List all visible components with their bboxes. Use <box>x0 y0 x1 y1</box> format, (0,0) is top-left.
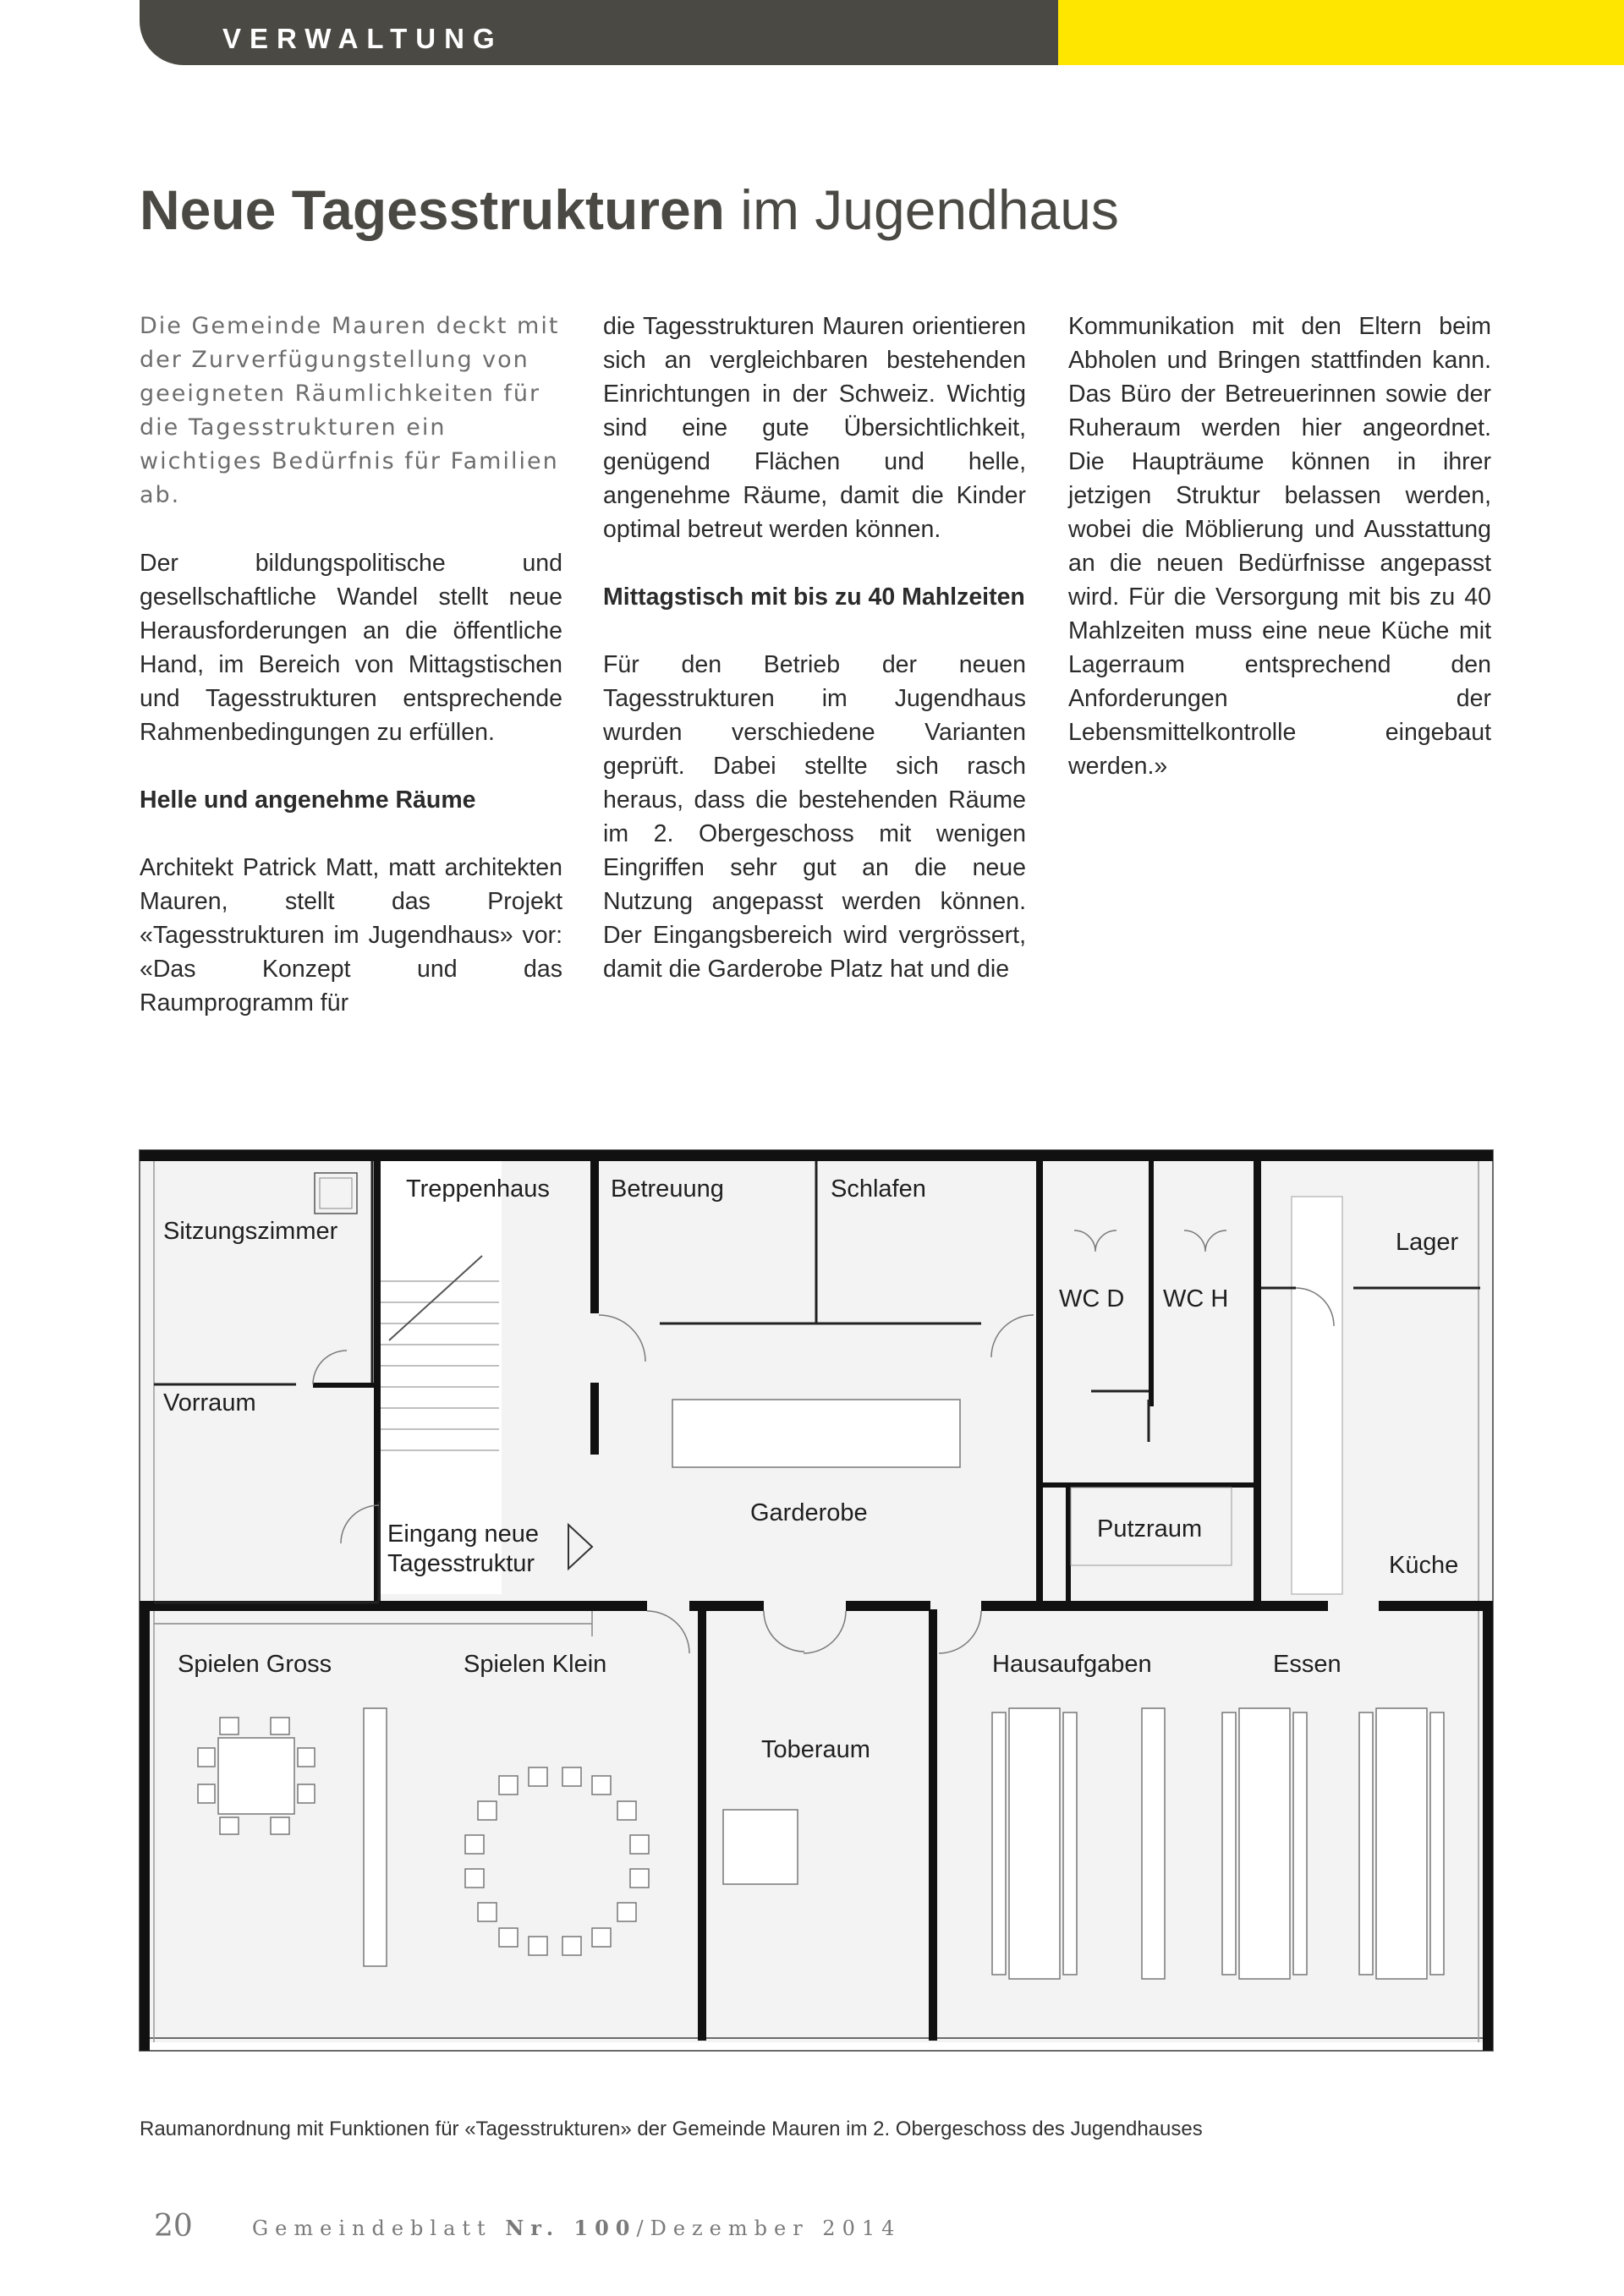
chair-row <box>1293 1712 1307 1975</box>
chair <box>198 1748 215 1767</box>
long-table <box>1239 1708 1290 1979</box>
issue-number: Nr. 100 <box>505 2216 637 2240</box>
chair <box>617 1801 636 1820</box>
publication-name: Gemeindeblatt <box>252 2217 506 2240</box>
wall-kitchen-left <box>1254 1161 1261 1601</box>
chair <box>478 1801 497 1820</box>
long-table <box>1009 1708 1060 1979</box>
room-label-spielen-klein: Spielen Klein <box>464 1651 607 1678</box>
chair-row <box>992 1712 1006 1975</box>
room-label-sitzungszimmer: Sitzungszimmer <box>163 1218 338 1245</box>
section-label: VERWALTUNG <box>222 23 503 54</box>
chair <box>592 1776 611 1795</box>
wall-mid-3 <box>846 1601 930 1611</box>
wall-wc-mid <box>1149 1161 1154 1406</box>
wall-vorraum-top <box>313 1383 381 1388</box>
wall-wc-left <box>1036 1161 1043 1601</box>
chair <box>298 1784 315 1803</box>
headline-bold: Neue Tagesstrukturen <box>140 178 725 241</box>
paragraph-1: Der bildungspolitische und gesellschaftliche Wandel stellt neue Herausforderungen an die öffentliche Hand, im Bereich von Mittagstischen und Tagesstrukturen entsprechende Rahmenbedingungen zu erfüllen. <box>140 550 562 746</box>
subheading-helle-raeume: Helle und angenehme Räume <box>140 786 476 814</box>
text-column-2 <box>603 310 1026 1020</box>
long-table <box>1376 1708 1427 1979</box>
paragraph-2-part-2: die Tagesstrukturen Mauren orientieren sich an vergleichbaren bestehenden Einrichtungen in der Schweiz. Wichtig sind eine gute Übersichtlichkeit, genügend Flächen und helle, angenehme Räume, damit die Kinder optimal betreut werden können. <box>603 313 1026 543</box>
kitchen-counter-area <box>1292 1197 1342 1594</box>
chair-row <box>1063 1712 1077 1975</box>
figure-caption: Raumanordnung mit Funktionen für «Tagesstrukturen» der Gemeinde Mauren im 2. Obergeschoss des Jugendhauses <box>140 2118 1203 2140</box>
chair <box>271 1817 289 1834</box>
chair <box>220 1718 239 1734</box>
wall-toberaum-right <box>929 1609 937 2041</box>
wall-mid-4 <box>981 1601 1328 1611</box>
chair <box>465 1835 484 1854</box>
chair <box>298 1748 315 1767</box>
wall-top <box>140 1150 1493 1161</box>
wall-right-lower <box>1483 1603 1493 2051</box>
chair <box>630 1869 649 1888</box>
chair-row <box>1222 1712 1236 1975</box>
wall-bottom-lower-left <box>140 1603 150 2051</box>
room-label-treppenhus: Treppenhaus <box>406 1175 550 1203</box>
floor-plan <box>135 1146 1497 2059</box>
wall-mid-5 <box>1379 1601 1493 1611</box>
text-column-1 <box>140 310 562 1054</box>
room-label-vorraum: Vorraum <box>163 1389 256 1417</box>
chair <box>562 1767 581 1786</box>
room-label-schlafen: Schlafen <box>831 1175 926 1203</box>
footer-publication <box>252 2216 901 2240</box>
room-label-putzraum: Putzraum <box>1097 1515 1203 1543</box>
room-label-spielen-gross: Spielen Gross <box>178 1651 332 1678</box>
room-label-toberaum: Toberaum <box>761 1736 870 1763</box>
page-number: 20 <box>154 2209 193 2244</box>
chair <box>617 1903 636 1921</box>
text-column-3 <box>1068 310 1491 817</box>
chair <box>271 1718 289 1734</box>
room-label-betreuung: Betreuung <box>611 1175 724 1203</box>
chair <box>198 1784 215 1803</box>
room-label-lager: Lager <box>1396 1229 1459 1256</box>
page-title <box>140 176 1119 244</box>
chair <box>529 1937 547 1955</box>
chair <box>499 1928 518 1947</box>
chair <box>529 1767 547 1786</box>
room-label-eingang-1: Eingang neue <box>387 1521 539 1548</box>
paragraph-3-part-1: Für den Betrieb der neuen Tagesstrukturen im Jugendhaus wurden verschiedene Varianten geprüft. Dabei stellte sich rasch heraus, dass die bestehenden Räume im 2. Obergeschoss mit wenigen Eingriffen sehr gut an die neue Nutzung angepasst werden können. Der Eingangsbereich wird vergrössert, damit die Garderobe Platz hat und die <box>603 651 1026 983</box>
wall-stair-right <box>590 1161 599 1313</box>
chair-row <box>1359 1712 1373 1975</box>
lead-paragraph: Die Gemeinde Mauren deckt mit der Zurverfügungstellung von geeigneten Räumlichkeiten für die Tagesstrukturen ein wichtiges Bedürfnis für Familien ab. <box>140 313 560 508</box>
chair <box>220 1817 239 1834</box>
chair <box>562 1937 581 1955</box>
paragraph-2-part-1: Architekt Patrick Matt, matt architekten Mauren, stellt das Projekt «Tagesstrukturen im Jugendhaus» vor: «Das Konzept und das Raumprogramm für <box>140 854 562 1016</box>
chair <box>465 1869 484 1888</box>
chair <box>630 1835 649 1854</box>
issue-date: /Dezember 2014 <box>636 2217 902 2240</box>
room-label-essen: Essen <box>1273 1651 1341 1678</box>
room-label-garderobe: Garderobe <box>750 1499 868 1526</box>
room-label-eingang-2: Tagesstruktur <box>387 1550 535 1577</box>
room-label-hausaufgaben: Hausaufgaben <box>992 1651 1152 1678</box>
table-square <box>218 1738 294 1814</box>
garderobe-bench <box>672 1400 960 1467</box>
headline-light: im Jugendhaus <box>724 178 1119 241</box>
chair <box>499 1776 518 1795</box>
toberaum-mat <box>723 1810 798 1884</box>
chair <box>592 1928 611 1947</box>
section-banner-accent <box>1058 0 1624 65</box>
room-label-wc-d: WC D <box>1059 1285 1125 1312</box>
wall-putzraum-left <box>1066 1482 1071 1601</box>
bench <box>364 1708 387 1966</box>
chair <box>478 1903 497 1921</box>
long-table <box>1142 1708 1165 1979</box>
room-label-wc-h: WC H <box>1163 1285 1229 1312</box>
room-label-kueche: Küche <box>1389 1552 1459 1579</box>
wall-toberaum-left <box>698 1609 706 2041</box>
paragraph-3-part-2: Kommunikation mit den Eltern beim Abholen und Bringen stattfinden kann. Das Büro der Betreuerinnen sowie der Ruheraum werden hier angeordnet. Die Haupträume können in ihrer jetzigen Struktur belassen werden, wobei die Möblierung und Ausstattung an die neuen Bedürfnisse angepasst wird. Für die Versorgung mit bis zu 40 Mahlzeiten muss eine neue Küche mit Lagerraum entsprechend den Anforderungen der Lebensmittelkontrolle eingebaut werden.» <box>1068 313 1491 780</box>
subheading-mittagstisch: Mittagstisch mit bis zu 40 Mahlzeiten <box>603 584 1025 611</box>
wall-stair-right-lower <box>590 1383 599 1455</box>
chair-row <box>1430 1712 1444 1975</box>
